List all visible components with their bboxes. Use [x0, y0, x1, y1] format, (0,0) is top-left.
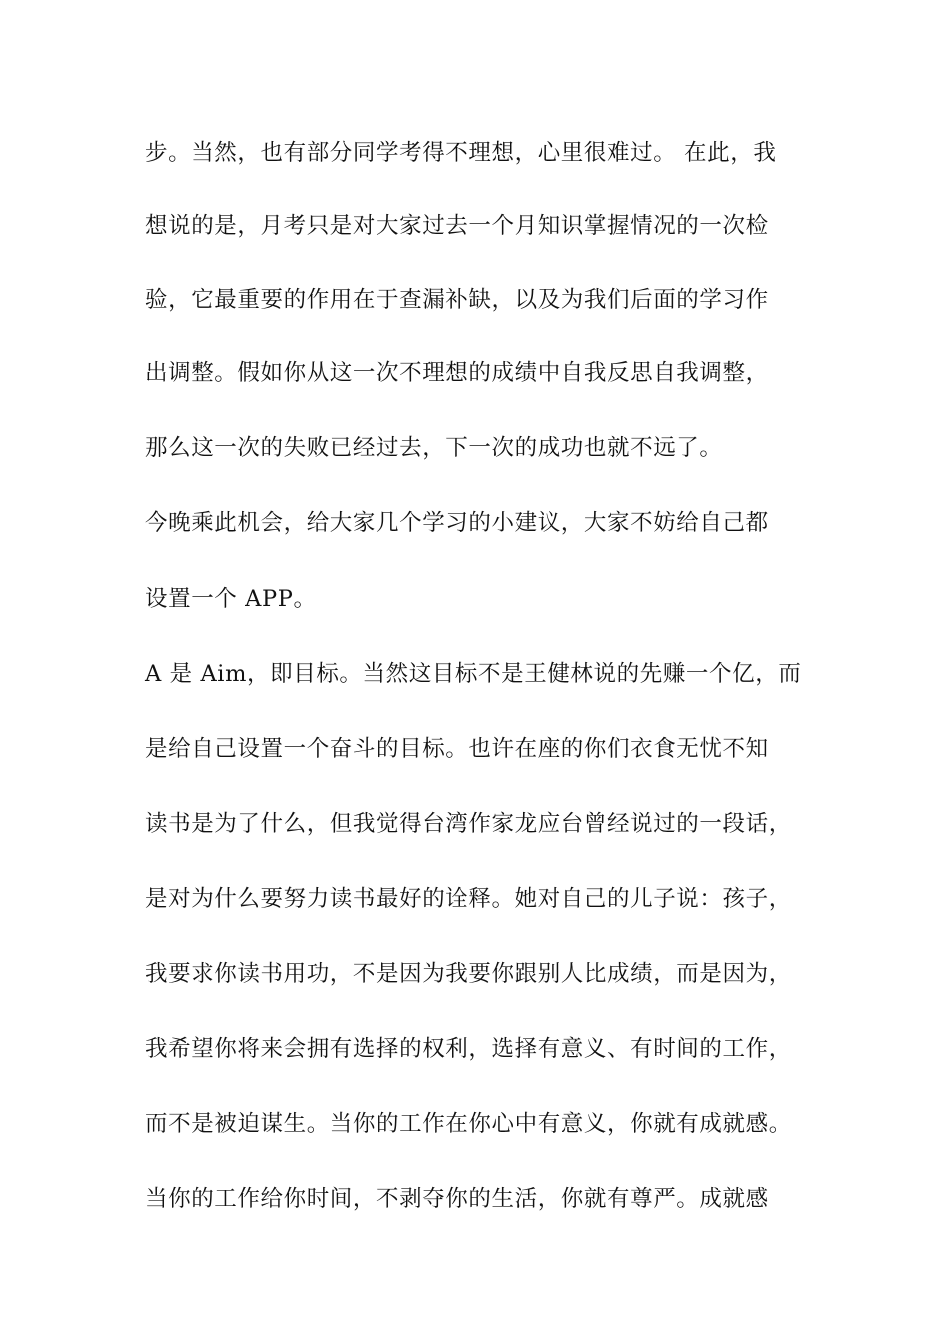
text-line: 而不是被迫谋生。当你的工作在你心中有意义，你就有成就感。	[145, 1111, 792, 1137]
text-line: 我要求你读书用功，不是因为我要你跟别人比成绩，而是因为，	[145, 961, 792, 987]
text-line: 今晚乘此机会，给大家几个学习的小建议，大家不妨给自己都	[145, 510, 769, 536]
text-line: 设置一个 APP。	[145, 586, 317, 612]
text-line: 步。当然，也有部分同学考得不理想，心里很难过。 在此，我	[145, 140, 777, 166]
text-line: 我希望你将来会拥有选择的权利，选择有意义、有时间的工作，	[145, 1036, 792, 1062]
text-line: 是对为什么要努力读书最好的诠释。她对自己的儿子说：孩子，	[145, 886, 792, 912]
text-line: A 是 Aim，即目标。当然这目标不是王健林说的先赚一个亿，而	[145, 661, 802, 687]
text-line: 是给自己设置一个奋斗的目标。也许在座的你们衣食无忧不知	[145, 736, 769, 762]
text-line: 出调整。假如你从这一次不理想的成绩中自我反思自我调整，	[145, 360, 769, 386]
text-line: 验，它最重要的作用在于查漏补缺，以及为我们后面的学习作	[145, 287, 769, 313]
text-line: 读书是为了什么，但我觉得台湾作家龙应台曾经说过的一段话，	[145, 811, 792, 837]
text-line: 那么这一次的失败已经过去，下一次的成功也就不远了。	[145, 435, 723, 461]
text-line: 想说的是，月考只是对大家过去一个月知识掌握情况的一次检	[145, 213, 769, 239]
text-line: 当你的工作给你时间，不剥夺你的生活，你就有尊严。成就感	[145, 1186, 769, 1212]
